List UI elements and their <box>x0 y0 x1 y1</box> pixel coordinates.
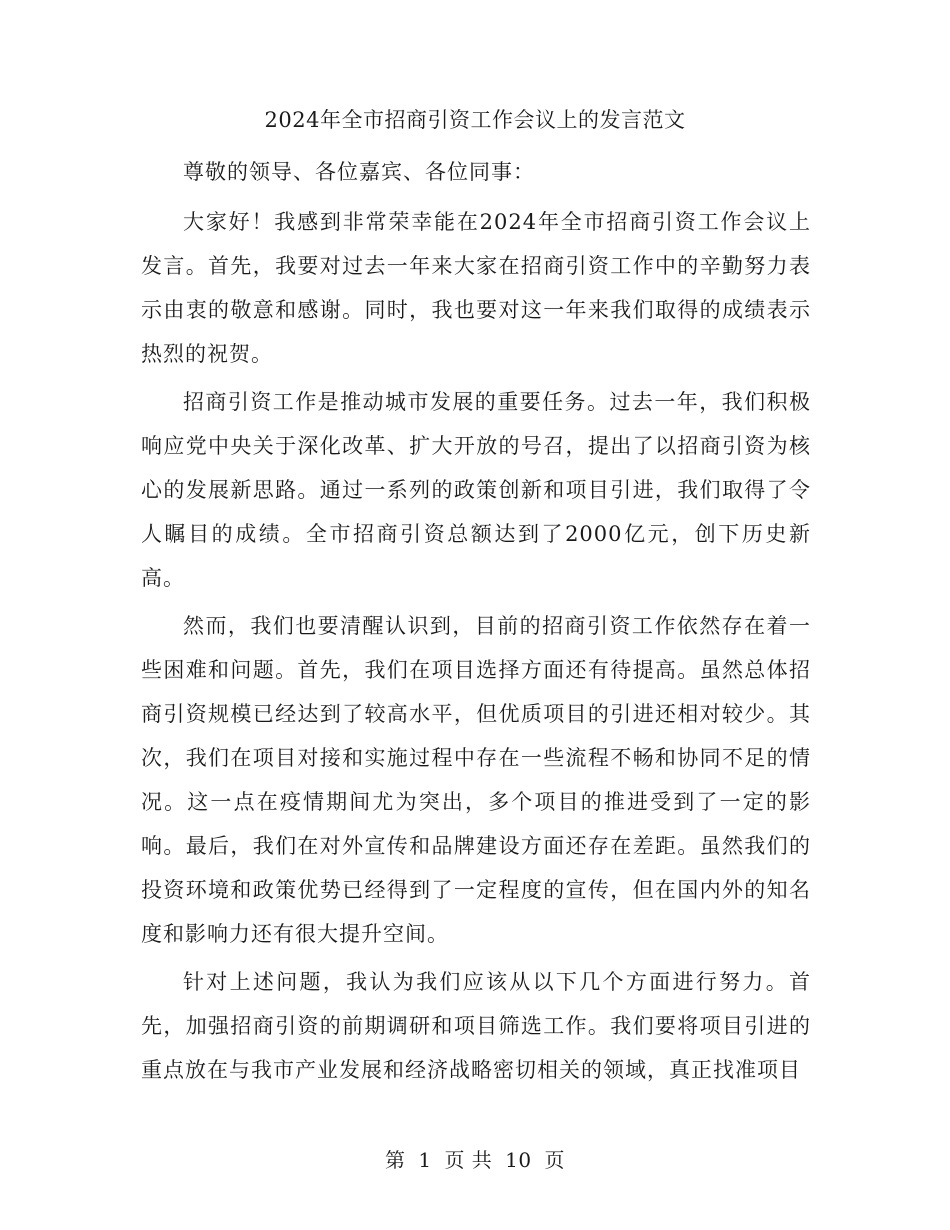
document-body <box>141 150 811 1096</box>
body-paragraph: 招商引资工作是推动城市发展的重要任务。过去一年，我们积极响应党中央关于深化改革、扩大开放的号召，提出了以招商引资为核心的发展新思路。通过一系列的政策创新和项目引进，我们取得了令人瞩目的成绩。全市招商引资总额达到了2000亿元，创下历史新高。 <box>141 390 811 590</box>
body-paragraph: 大家好！我感到非常荣幸能在2024年全市招商引资工作会议上发言。首先，我要对过去一年来大家在招商引资工作中的辛勤努力表示由衷的敬意和感谢。同时，我也要对这一年来我们取得的成绩表示热烈的祝贺。 <box>141 210 811 366</box>
footer-suffix: 页 <box>544 1148 565 1172</box>
body-paragraph: 针对上述问题，我认为我们应该从以下几个方面进行努力。首先，加强招商引资的前期调研和项目筛选工作。我们要将项目引进的重点放在与我市产业发展和经济战略密切相关的领域，真正找准项目 <box>141 970 811 1082</box>
body-paragraph: 然而，我们也要清醒认识到，目前的招商引资工作依然存在着一些困难和问题。首先，我们在项目选择方面还有待提高。虽然总体招商引资规模已经达到了较高水平，但优质项目的引进还相对较少。其次，我们在项目对接和实施过程中存在一些流程不畅和协同不足的情况。这一点在疫情期间尤为突出，多个项目的推进受到了一定的影响。最后，我们在对外宣传和品牌建设方面还存在差距。虽然我们的投资环境和政策优势已经得到了一定程度的宣传，但在国内外的知名度和影响力还有很大提升空间。 <box>141 614 811 946</box>
footer-middle: 页 共 <box>444 1148 493 1172</box>
salutation-paragraph: 尊敬的领导、各位嘉宾、各位同事： <box>183 160 535 184</box>
document-title: 2024年全市招商引资工作会议上的发言范文 <box>264 108 686 132</box>
page-footer <box>0 1146 950 1174</box>
footer-page-number: 1 <box>418 1148 432 1172</box>
footer-total-pages: 10 <box>505 1148 532 1172</box>
footer-prefix: 第 <box>385 1148 406 1172</box>
